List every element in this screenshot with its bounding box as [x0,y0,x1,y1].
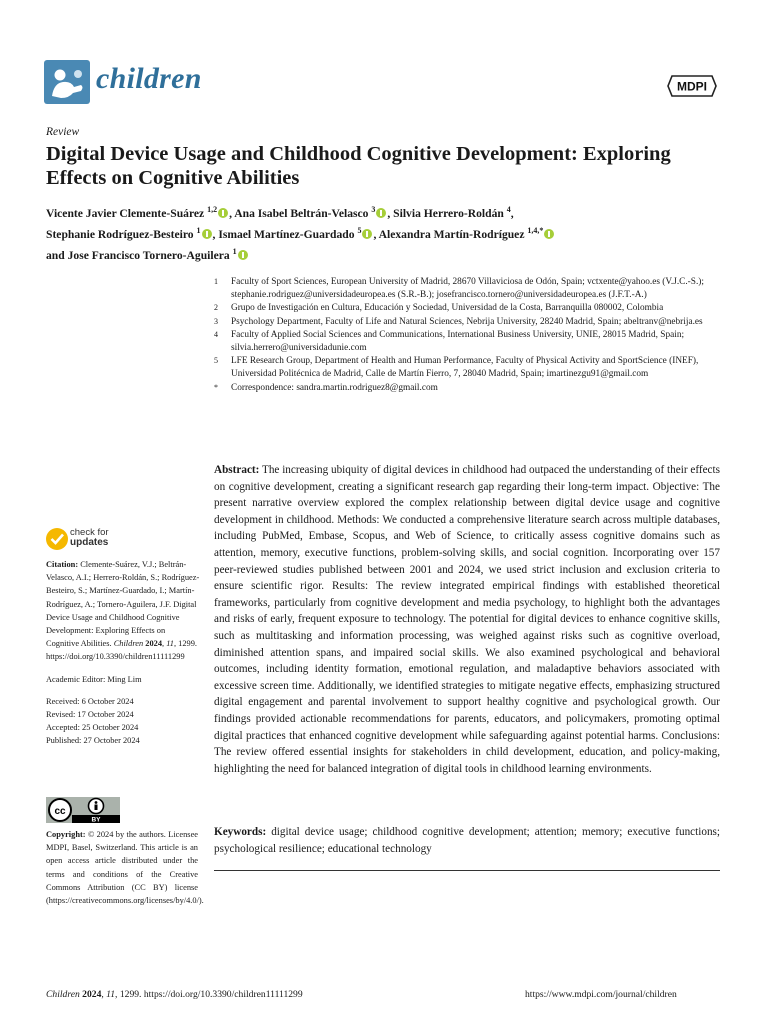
author-affil-sup: 1,2 [207,205,218,214]
author-name: Ana Isabel Beltrán-Velasco [234,206,369,220]
publisher-name: MDPI [677,79,707,94]
academic-editor: Academic Editor: Ming Lim [46,674,142,684]
journal-logo-icon [44,60,90,104]
journal-name: children [96,62,202,95]
keywords [214,824,720,857]
abstract-text: The increasing ubiquity of digital devices in childhood had outpaced the understanding of their effects on cognitive development, creating a significant research gap regarding their long-term impact. Objective: The present narrative overview explored the complex relationship between digital device usage and cognitive development in childhood. Methods: We conducted a comprehensive literature search across multiple databases, including PubMed, Embase, Scopus, and Web of Science, to critically assess cognitive domains such as attention, memory, executive functions, problem-solving skills, and social cognition. Incorporating over 157 peer-reviewed studies published between 2001 and 2024, we used strict inclusion and exclusion criteria to ensure scientific rigor. Results: The review integrated empirical findings with established theoretical frameworks, particularly from cognitive development and media psychology, to highlight both the advantages and risks of early, frequent exposure to technology. The potential for digital devices to enhance cognitive skills, such as multitasking and information processing, was weighed against risks such as cognitive overload, diminished attention spans, and impaired social skills. We also examined psychological and behavioral outcomes, including identity formation, emotional regulation, and maladaptive behaviors associated with excessive screen time. Additionally, we identified strategies to mitigate negative effects, emphasizing structured digital engagement and parental involvement to support healthy cognitive and psychological growth. Our findings provided actionable recommendations for parents, educators, and policymakers, promoting optimal digital practices that enhanced cognitive development while safeguarding against potential harms. Conclusions: The review offered essential insights for stakeholders in child development, education, and policy-making, highlighting the need for balanced integration of digital tools in childhood learning environments. [214,464,720,775]
author-name: Silvia Herrero-Roldán [393,206,504,220]
affiliation-item: 2 Grupo de Investigación en Cultura, Educación y Sociedad, Universidad de la Costa, Barranquilla 080002, Colombia [214,303,664,314]
orcid-icon[interactable] [218,208,228,218]
author-name: Stephanie Rodríguez-Besteiro [46,227,194,241]
article-title: Digital Device Usage and Childhood Cognitive Development: Exploring Effects on Cognitive Abilities [46,143,671,189]
author-affil-sup: 3 [371,205,376,214]
orcid-icon[interactable] [238,250,248,260]
affiliation-item: 5 LFE Research Group, Department of Health and Human Performance, Faculty of Physical Activity and SportScience (INEF), Universidad Politécnica de Madrid, Calle de Martín Fierro, 7, 28040 Madrid, Spain; imartinezgu91@gmail.com [214,356,699,380]
received-date: Received: 6 October 2024 [46,696,134,706]
dates [46,695,200,748]
author-affil-sup: 4 [506,205,511,214]
citation: Citation: Clemente-Suárez, V.J.; Beltrán-Velasco, A.I.; Herrero-Roldán, S.; Rodríguez-Besteiro, S.; Martínez-Guardado, I.; Martín-Rodríguez, A.; Tornero-Aguilera, J.F. Digital Device Usage and Childhood Cognitive Development: Exploring Effects on Cognitive Abilities. Children 2024, 11, 1299. https://doi.org/10.3390/children11111299 [46,560,200,662]
published-date: Published: 27 October 2024 [46,736,140,746]
copyright-notice: Copyright: © 2024 by the authors. Licensee MDPI, Basel, Switzerland. This article is an open access article distributed under the terms and conditions of the Creative Commons Attribution (CC BY) license (https://creativecommons.org/licenses/by/4.0/). [46,830,204,906]
footer-journal-url[interactable]: https://www.mdpi.com/journal/children [525,989,677,1000]
orcid-icon[interactable] [376,208,386,218]
affiliations [214,276,714,395]
orcid-icon[interactable] [362,229,372,239]
keywords-label: Keywords: [214,826,267,838]
accepted-date: Accepted: 25 October 2024 [46,723,139,733]
correspondence: * Correspondence: sandra.martin.rodriguez8@gmail.com [214,382,438,393]
affiliation-item: 1 Faculty of Sport Sciences, European University of Madrid, 28670 Villaviciosa de Odón, Spain; vctxente@yahoo.es (V.J.C.-S.); stephanie.rodriguez@universidadeuropea.es (S.R.-B.); josefrancisco.tornero@universidadeuropea.es (J.F.T.-A.) [214,277,704,301]
svg-text:BY: BY [91,816,101,823]
author-list: Vicente Javier Clemente-Suárez $^{1,2}$ , Ana Isabel Beltrán-Velasco $^3$ , Silvia Herrero-Roldán $^4$, Stephanie Rodríguez-Besteiro $^1$ , Ismael Martínez-Guardado $^5$ , Alexandra Martín-Rodríguez $^{1,4,*}$ and Jose Francisco Tornero-Aguilera $^1$ [46,201,736,264]
author-affil-sup: 1 [196,225,201,235]
mdpi-logo-icon [666,74,718,98]
cc-by-license-icon[interactable] [46,797,120,823]
article-info-sidebar [46,558,200,757]
author-name: Alexandra Martín-Rodríguez [378,227,525,241]
divider [214,870,720,871]
orcid-icon[interactable] [202,229,212,239]
affiliation-item: 4 Faculty of Applied Social Sciences and Communications, International Business University, UNIE, 28015 Madrid, Spain; silvia.herrero@universidadunie.com [214,329,685,354]
article-type: Review [46,126,80,138]
abstract [214,462,720,777]
citation-doi-link[interactable]: , 1299. https://doi.org/10.3390/children11111299 [46,639,197,662]
author-name: Jose Francisco Tornero-Aguilera [67,248,230,262]
svg-text:cc: cc [54,806,66,817]
orcid-icon[interactable] [544,229,554,239]
check-for-updates-label[interactable]: check for updates [70,527,109,548]
author-affil-sup: 1 [232,246,237,256]
abstract-label: Abstract: [214,464,260,476]
revised-date: Revised: 17 October 2024 [46,710,134,720]
author-name: Vicente Javier Clemente-Suárez [46,206,205,220]
keywords-text: digital device usage; childhood cognitive development; attention; memory; executive functions; psychological resilience; educational technology [214,826,720,855]
author-affil-sup: 1,4,* [527,225,544,235]
affiliation-item: 3 Psychology Department, Faculty of Life and Natural Sciences, Nebrija University, 28240 Madrid, Spain; abeltranv@nebrija.es [214,316,703,327]
footer-citation: Children 2024, 11, 1299. https://doi.org/10.3390/children11111299 [46,989,303,1000]
author-name: Ismael Martínez-Guardado [218,227,355,241]
author-affil-sup: 5 [357,225,362,235]
